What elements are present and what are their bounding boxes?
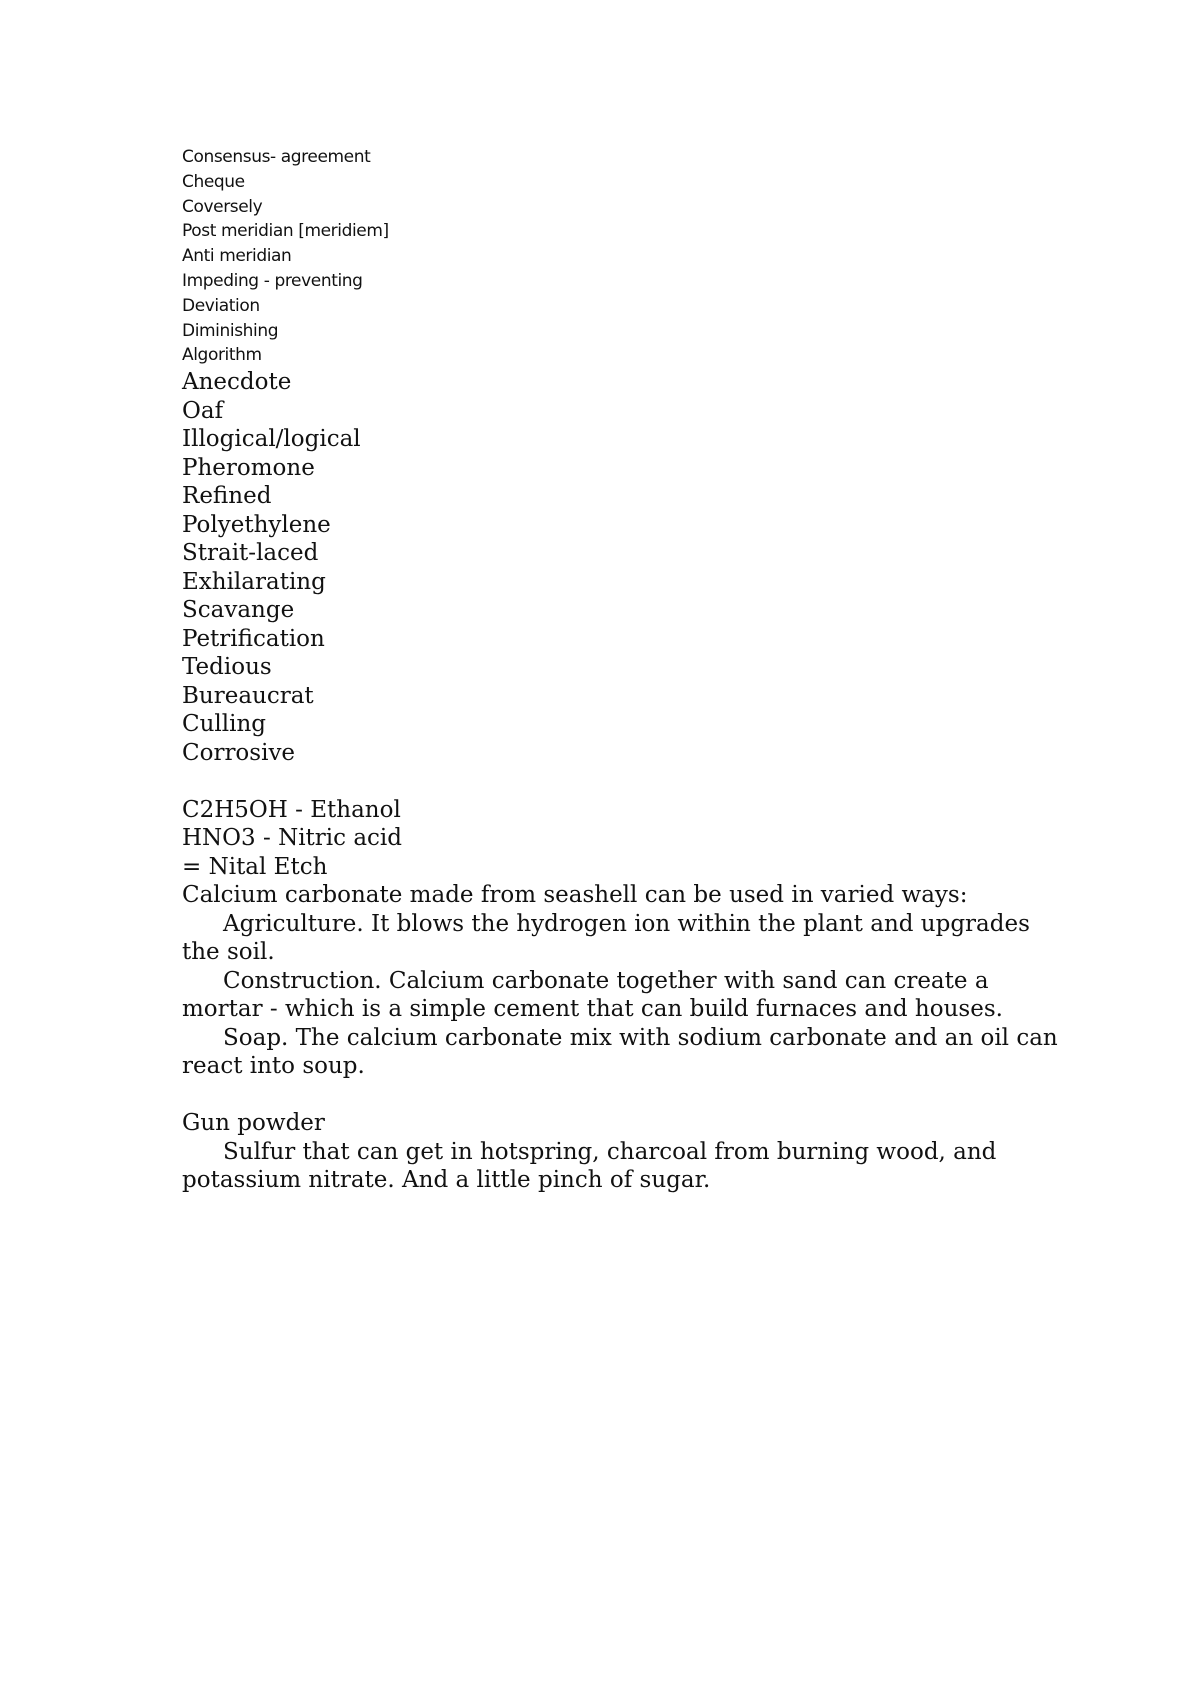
vocab-item: Polyethylene [182, 511, 331, 538]
vocab-item: Petrification [182, 625, 325, 652]
empty-line [182, 1081, 1062, 1110]
formula-line: HNO3 - Nitric acid [182, 825, 403, 852]
chemistry-notes [182, 796, 1062, 1081]
vocab-item: Refined [182, 483, 272, 510]
vocab-item: Bureaucrat [182, 682, 314, 709]
gunpowder-heading: Gun powder [182, 1110, 325, 1137]
formula-line: C2H5OH - Ethanol [182, 796, 401, 823]
calcium-use-construction: Construction. Calcium carbonate together with sand can create a mortar - which is a simple cement that can build furnaces and houses. [182, 967, 1003, 1023]
vocab-item: Diminishing [182, 320, 279, 341]
vocab-item: Algorithm [182, 345, 262, 366]
vocab-item: Pheromone [182, 454, 315, 481]
empty-line [182, 767, 1062, 796]
calcium-intro: Calcium carbonate made from seashell can be used in varied ways: [182, 882, 968, 909]
vocab-item: Post meridian [meridiem] [182, 221, 389, 242]
calcium-use-agriculture: Agriculture. It blows the hydrogen ion within the plant and upgrades the soil. [182, 910, 1030, 966]
vocab-item: Oaf [182, 397, 224, 424]
document-body [182, 145, 1062, 1195]
vocab-item: Exhilarating [182, 568, 326, 595]
vocab-item: Anti meridian [182, 246, 292, 267]
calcium-use-soap: Soap. The calcium carbonate mix with sodium carbonate and an oil can react into soup. [182, 1024, 1058, 1080]
gunpowder-body: Sulfur that can get in hotspring, charcoal from burning wood, and potassium nitrate. And a little pinch of sugar. [182, 1138, 997, 1194]
vocab-item: Cheque [182, 171, 245, 192]
vocab-item: Illogical/logical [182, 426, 361, 453]
vocab-item: Anecdote [182, 369, 292, 396]
vocab-item: Impeding - preventing [182, 270, 363, 291]
vocab-item: Corrosive [182, 739, 296, 766]
vocabulary-list-large [182, 368, 1062, 767]
formula-line: = Nital Etch [182, 853, 328, 880]
vocab-item: Strait-laced [182, 540, 319, 567]
vocab-item: Tedious [182, 654, 272, 681]
vocabulary-list-small [182, 145, 1062, 368]
vocab-item: Culling [182, 711, 267, 738]
vocab-item: Deviation [182, 295, 260, 316]
vocab-item: Consensus- agreement [182, 147, 371, 167]
vocab-item: Scavange [182, 597, 295, 624]
vocab-item: Coversely [182, 196, 263, 217]
gunpowder-notes [182, 1109, 1062, 1195]
